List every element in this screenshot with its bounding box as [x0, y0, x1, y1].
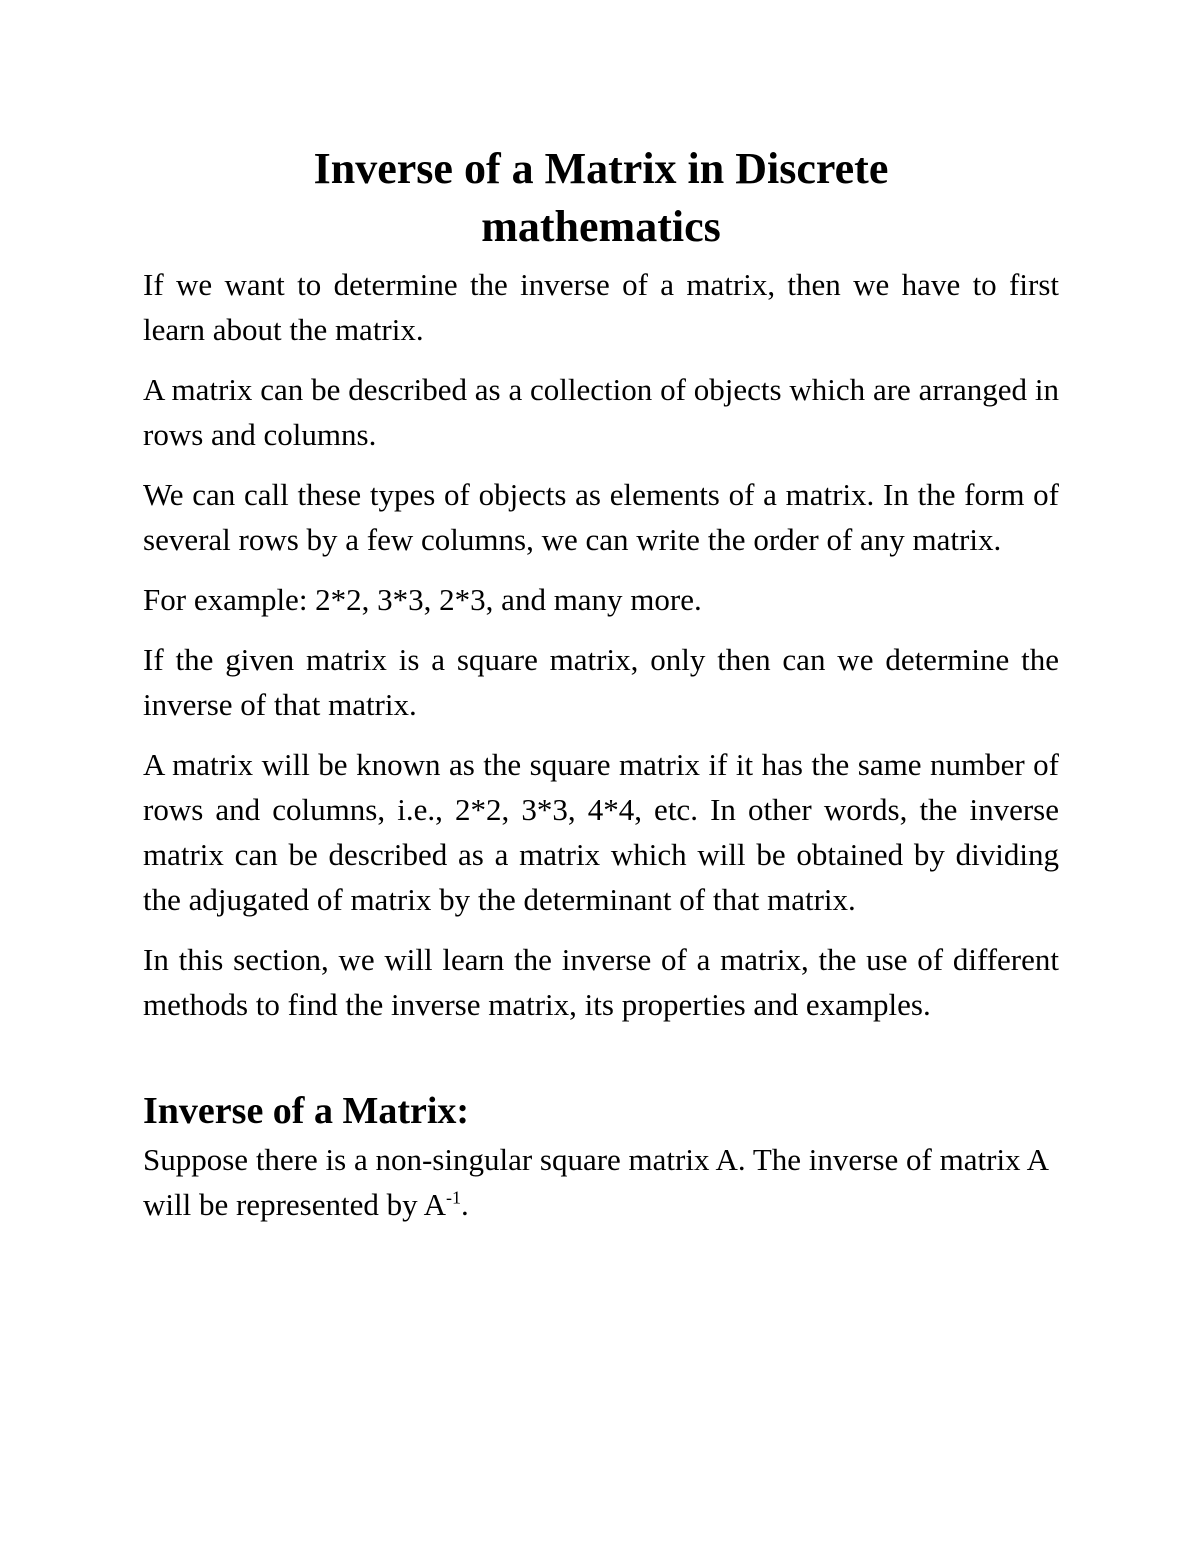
document-page [143, 140, 1059, 1242]
paragraph-square-matrix: If the given matrix is a square matrix, only then can we determine the inverse of that matrix. [143, 642, 1059, 722]
title-line-2: mathematics [481, 202, 721, 251]
paragraph-section-overview: In this section, we will learn the inverse of a matrix, the use of different methods to find the inverse matrix, its properties and examples. [143, 942, 1059, 1022]
inverse-notation-period: . [461, 1187, 469, 1222]
paragraph-example: For example: 2*2, 3*3, 2*3, and many more. [143, 582, 702, 617]
inverse-notation-text: Suppose there is a non-singular square matrix A. The inverse of matrix A will be represented by A [143, 1142, 1048, 1222]
document-title [143, 140, 1059, 256]
paragraph-square-matrix-definition: A matrix will be known as the square matrix if it has the same number of rows and columns, i.e., 2*2, 3*3, 4*4, etc. In other words, the inverse matrix can be described as a matrix which will be obtained by dividing the adjugated of matrix by the determinant of that matrix. [143, 747, 1059, 917]
title-line-1: Inverse of a Matrix in Discrete [313, 144, 889, 193]
inverse-superscript: -1 [446, 1187, 462, 1208]
paragraph-inverse-notation [143, 1137, 1059, 1227]
paragraph-matrix-elements: We can call these types of objects as elements of a matrix. In the form of several rows by a few columns, we can write the order of any matrix. [143, 477, 1059, 557]
section-heading: Inverse of a Matrix: [143, 1090, 470, 1132]
paragraph-intro: If we want to determine the inverse of a matrix, then we have to first learn about the matrix. [143, 267, 1059, 347]
paragraph-matrix-definition: A matrix can be described as a collection of objects which are arranged in rows and columns. [143, 372, 1059, 452]
